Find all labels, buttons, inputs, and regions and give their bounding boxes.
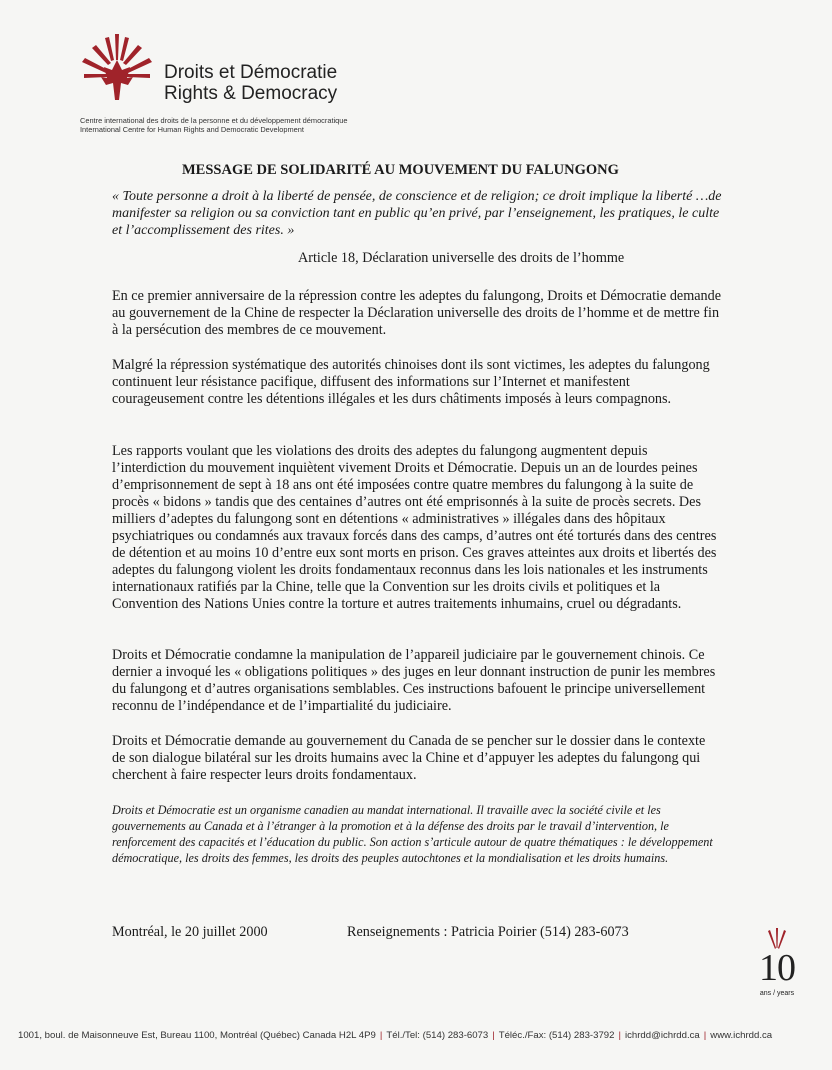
footer-separator: | — [492, 1030, 495, 1041]
footer-email[interactable]: ichrdd@ichrdd.ca — [624, 1030, 700, 1041]
footer-separator: | — [618, 1030, 621, 1041]
epigraph-source: Article 18, Déclaration universelle des droits de l’homme — [298, 250, 625, 266]
footer-address: 1001, boul. de Maisonneuve Est, Bureau 1100, Montréal (Québec) Canada H2L 4P9 — [18, 1030, 376, 1041]
paragraph: Droits et Démocratie demande au gouvernement du Canada de se pencher sur le dossier dans le contexte de son dialogue bilatéral sur les droits humains avec la Chine et d’appuyer les adeptes du falungong qui cherchent à faire respecter leurs droits fondamentaux. — [112, 733, 706, 783]
footer-contact-line — [18, 1030, 818, 1041]
footer-website[interactable]: www.ichrdd.ca — [710, 1030, 773, 1041]
anniversary-number: 10 — [759, 947, 795, 989]
organization-name-fr: Droits et Démocratie — [164, 62, 338, 83]
place-date: Montréal, le 20 juillet 2000 — [112, 924, 268, 940]
organization-subtitle — [80, 116, 347, 134]
anniversary-emblem — [752, 928, 802, 1008]
anniversary-label: ans / years — [759, 990, 795, 997]
maple-leaf-logo-icon — [78, 30, 156, 106]
organization-name — [164, 62, 337, 104]
footer-separator: | — [379, 1030, 383, 1041]
paragraph: Droits et Démocratie condamne la manipulation de l’appareil judiciaire par le gouvernement chinois. Ce dernier a invoqué les « obligations politiques » des juges en leur donnant instruction de punir les membres du falungong et d’autres organisations semblables. Ces instructions bafouent le principe universellement reconnu de l’indépendance et de l’impartialité du judiciaire. — [112, 647, 716, 714]
footer-phone: Tél./Tel: (514) 283-6073 — [386, 1030, 489, 1041]
document-title: MESSAGE DE SOLIDARITÉ AU MOUVEMENT DU FALUNGONG — [182, 162, 619, 178]
contact-info: Renseignements : Patricia Poirier (514) 283-6073 — [347, 924, 629, 940]
organization-subtitle-fr: Centre international des droits de la personne et du développement démocratique — [80, 116, 348, 125]
about-organization: Droits et Démocratie est un organisme canadien au mandat international. Il travaille avec la société civile et les gouvernements au Canada et à l’étranger à la promotion et à la défense des droits par le travail d’intervention, le renforcement des capacités et l’éducation du public. Son action s’articule autour de quatre thématiques : le développement démocratique, les droits des femmes, les droits des peuples autochtones et la mondialisation et les droits humains. — [112, 803, 713, 865]
epigraph-quote: « Toute personne a droit à la liberté de pensée, de conscience et de religion; ce droit implique la liberté …de manifester sa religion ou sa conviction tant en public qu’en privé, par l’enseignement, les pratiques, le culte et l’accomplissement des rites. » — [112, 189, 722, 238]
organization-name-en: Rights & Democracy — [164, 83, 338, 104]
footer-fax: Téléc./Fax: (514) 283-3792 — [498, 1030, 615, 1041]
paragraph: En ce premier anniversaire de la répression contre les adeptes du falungong, Droits et Démocratie demande au gouvernement de la Chine de respecter la Déclaration universelle des droits de l’homme et de mettre fin à la persécution des membres de ce mouvement. — [112, 288, 722, 338]
paragraph: Malgré la répression systématique des autorités chinoises dont ils sont victimes, les adeptes du falungong continuent leur résistance pacifique, diffusent des informations sur l’Internet et manifestent courageusement contre les détentions illégales et les durs châtiments imposés à leurs compagnons. — [112, 357, 710, 407]
paragraph: Les rapports voulant que les violations des droits des adeptes du falungong augmentent depuis l’interdiction du mouvement inquiètent vivement Droits et Démocratie. Depuis un an de lourdes peines d’emprisonnement de sept à 18 ans ont été imposées contre quatre membres du falungong à la suite de procès « bidons » tandis que des centaines d’autres ont été emprisonnés à la suite de procès secrets. Des milliers d’adeptes du falungong sont en détentions « administratives » illégales dans des hôpitaux psychiatriques ou condamnés aux travaux forcés dans des camps, d’autres ont été torturés dans des centres de détention et au moins 10 d’entre eux sont morts en prison. Ces graves atteintes aux droits et libertés des adeptes du falungong violent les droits fondamentaux reconnus dans les lois nationales et les instruments internationaux ratifiés par la Chine, telle que la Convention sur les droits civils et politiques et la Convention des Nations Unies contre la torture et autres traitements inhumains, cruel ou dégradants. — [112, 443, 717, 612]
footer-separator: | — [703, 1030, 707, 1041]
organization-subtitle-en: International Centre for Human Rights and Democratic Development — [80, 125, 304, 134]
